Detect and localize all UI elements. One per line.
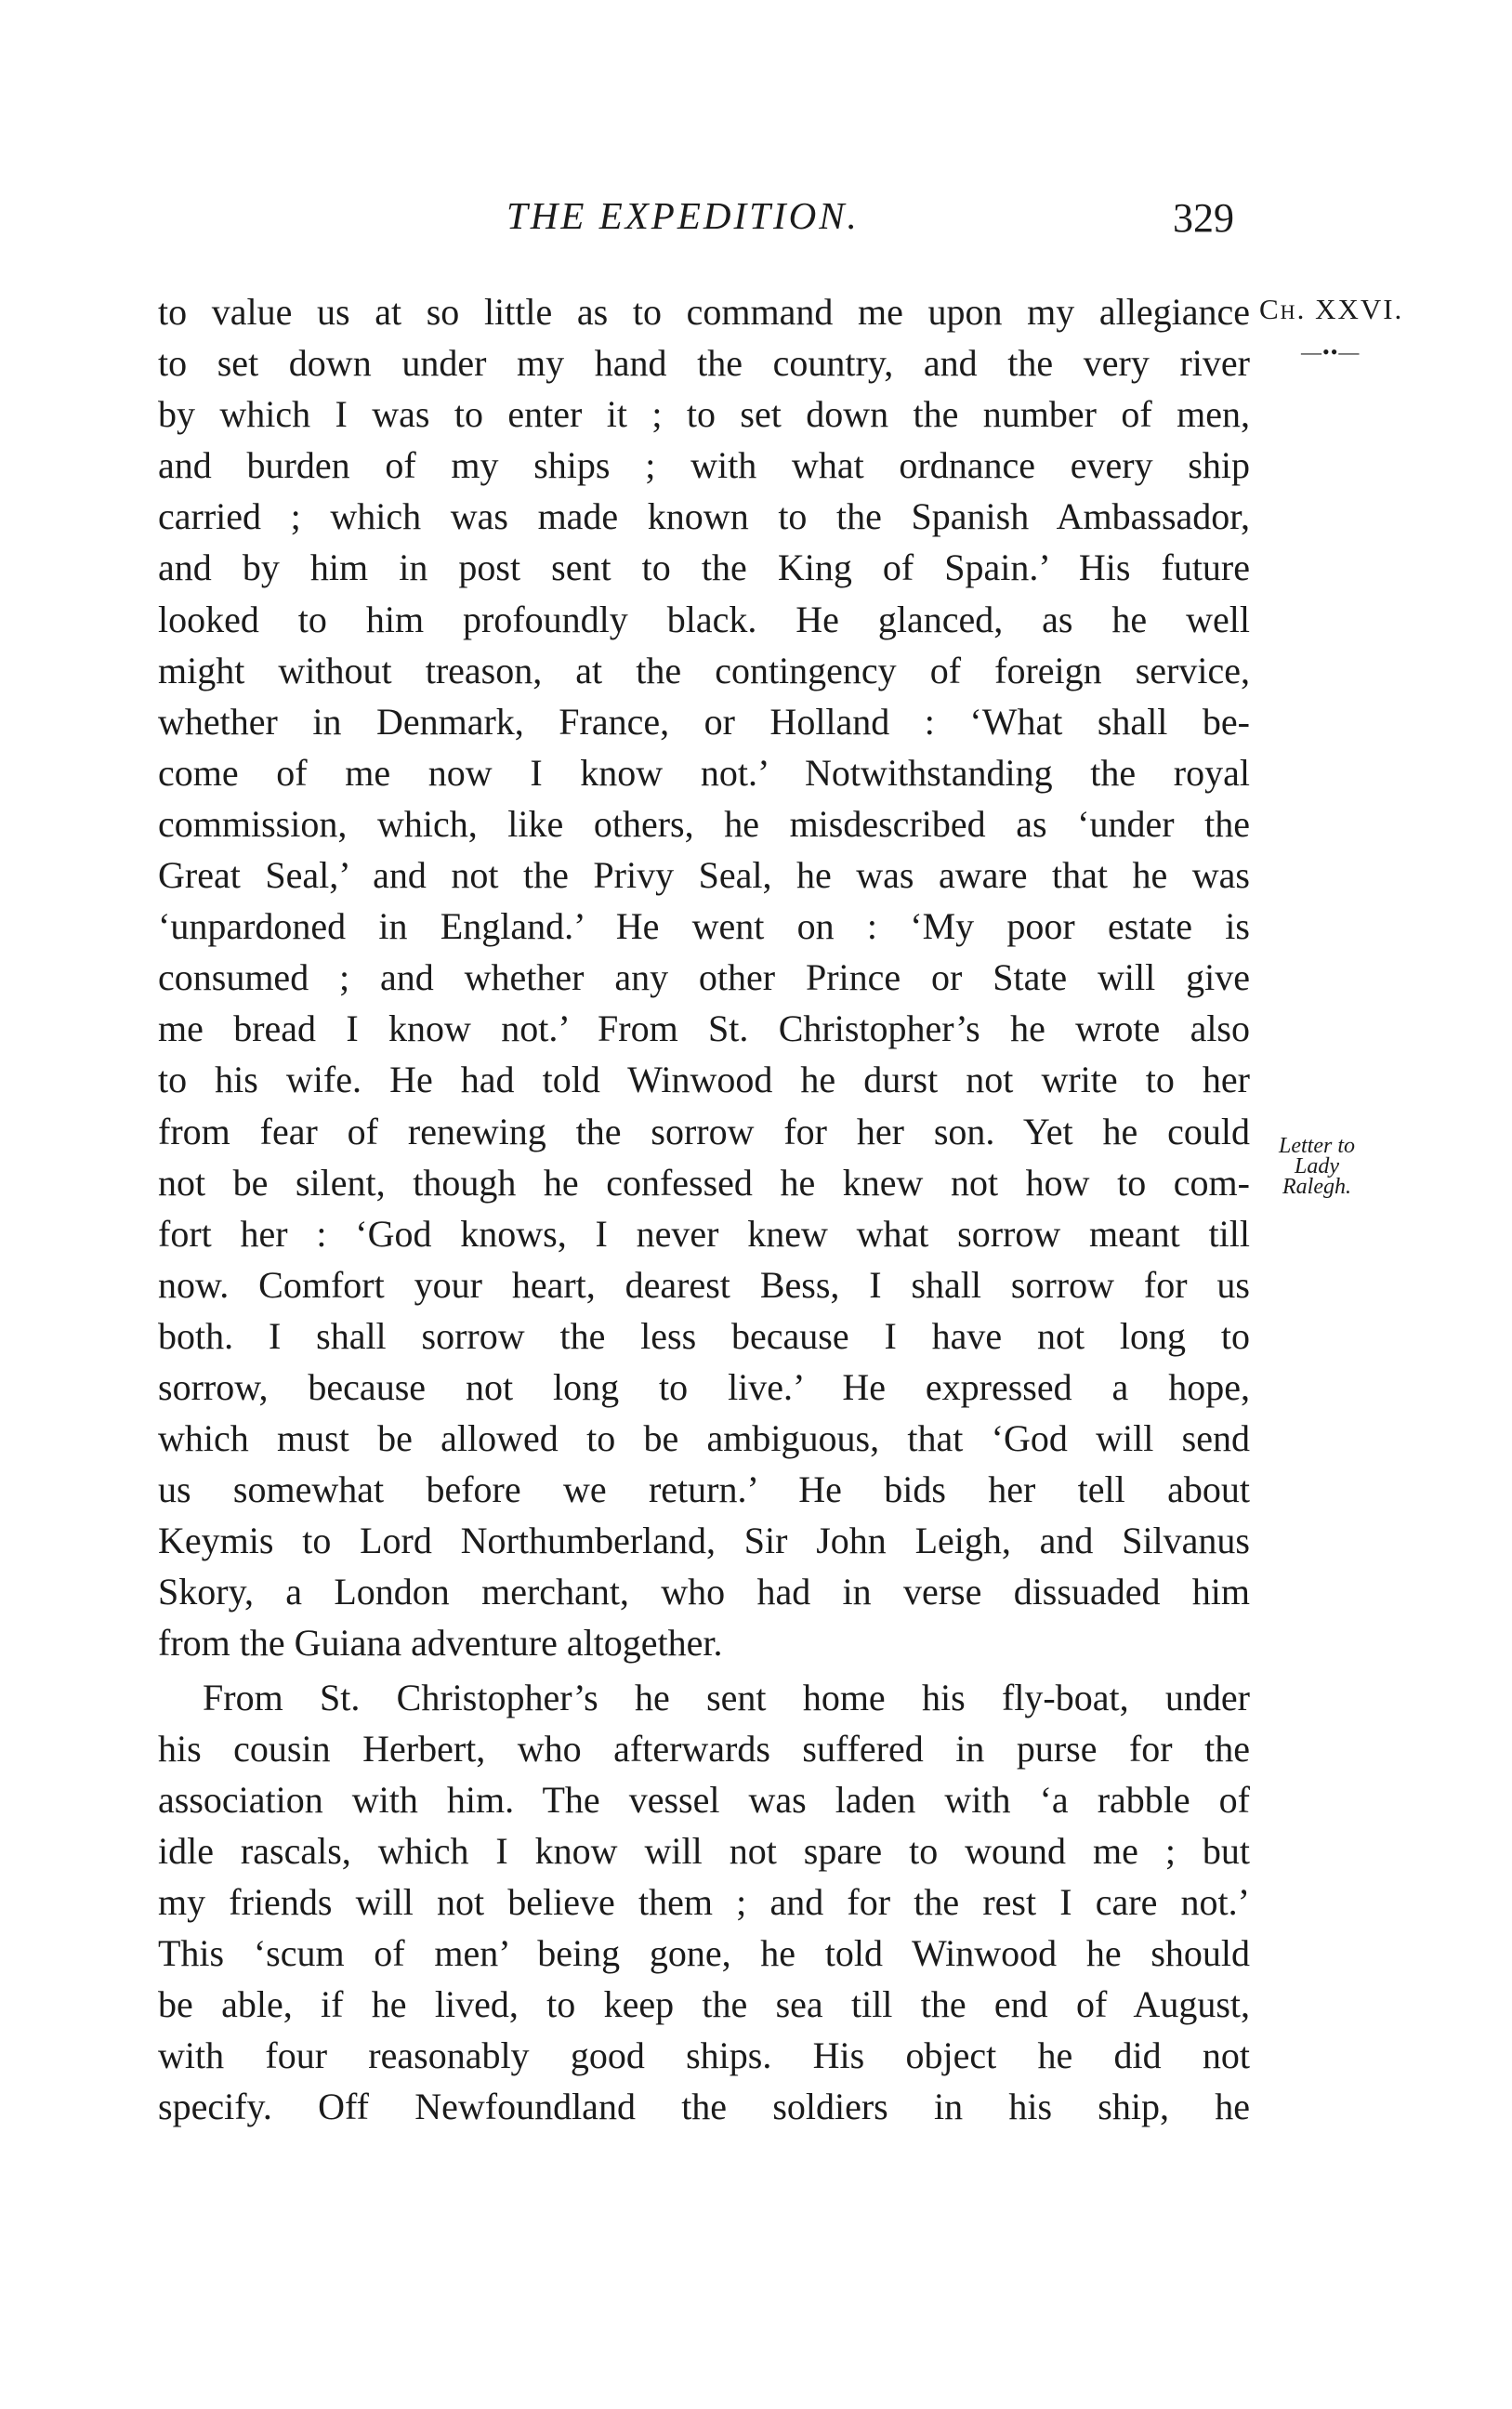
text-line: and by him in post sent to the King of Spain.’ His future <box>158 546 1250 589</box>
text-line: be able, if he lived, to keep the sea till the end of August, <box>158 1983 1250 2026</box>
text-line: Great Seal,’ and not the Privy Seal, he was aware that he was <box>158 854 1250 897</box>
margin-note-line: Lady <box>1295 1154 1339 1178</box>
text-line: association with him. The vessel was laden with ‘a rabble of <box>158 1778 1250 1821</box>
text-line: me bread I know not.’ From St. Christopher’s he wrote also <box>158 1007 1250 1050</box>
text-line: his cousin Herbert, who afterwards suffered in purse for the <box>158 1727 1250 1770</box>
text-line: with four reasonably good ships. His object he did not <box>158 2034 1250 2077</box>
margin-note <box>1256 1136 1377 1197</box>
text-line: not be silent, though he confessed he knew not how to com- <box>158 1161 1250 1204</box>
text-line: This ‘scum of men’ being gone, he told Winwood he should <box>158 1932 1250 1974</box>
text-line: now. Comfort your heart, dearest Bess, I shall sorrow for us <box>158 1263 1250 1306</box>
text-line: might without treason, at the contingency of foreign service, <box>158 649 1250 691</box>
text-line: both. I shall sorrow the less because I have not long to <box>158 1314 1250 1357</box>
text-line: sorrow, because not long to live.’ He expressed a hope, <box>158 1365 1250 1408</box>
margin-ornament: —••— <box>1301 340 1361 363</box>
text-line: my friends will not believe them ; and for the rest I care not.’ <box>158 1880 1250 1923</box>
text-line: ‘unpardoned in England.’ He went on : ‘My poor estate is <box>158 905 1250 948</box>
text-line: consumed ; and whether any other Prince or State will give <box>158 956 1250 999</box>
text-line: From St. Christopher’s he sent home his fly-boat, under <box>203 1676 1250 1718</box>
text-line: Skory, a London merchant, who had in verse dissuaded him <box>158 1571 1250 1613</box>
text-line: from fear of renewing the sorrow for her son. Yet he could <box>158 1110 1250 1152</box>
body-text <box>158 286 1250 2132</box>
text-line: and burden of my ships ; with what ordnance every ship <box>158 444 1250 487</box>
text-line: Keymis to Lord Northumberland, Sir John Leigh, and Silvanus <box>158 1520 1250 1562</box>
text-line: looked to him profoundly black. He glanced, as he well <box>158 598 1250 640</box>
text-line: from the Guiana adventure altogether. <box>158 1622 723 1665</box>
text-line: by which I was to enter it ; to set down the number of men, <box>158 393 1250 436</box>
text-line: idle rascals, which I know will not spare to wound me ; but <box>158 1829 1250 1872</box>
text-line: specify. Off Newfoundland the soldiers in his ship, he <box>158 2086 1250 2128</box>
running-title: THE EXPEDITION. <box>506 194 860 237</box>
text-line: to set down under my hand the country, and the very river <box>158 342 1250 385</box>
text-line: us somewhat before we return.’ He bids her tell about <box>158 1468 1250 1511</box>
page-number: 329 <box>1173 195 1234 241</box>
text-line: come of me now I know not.’ Notwithstanding the royal <box>158 751 1250 794</box>
text-line: which must be allowed to be ambiguous, that ‘God will send <box>158 1417 1250 1460</box>
margin-chapter-label: Ch. XXVI. <box>1259 293 1404 325</box>
text-line: to value us at so little as to command me upon my allegiance <box>158 291 1250 333</box>
text-line: commission, which, like others, he misdescribed as ‘under the <box>158 802 1250 845</box>
text-line: whether in Denmark, France, or Holland : ‘What shall be- <box>158 700 1250 743</box>
text-line: carried ; which was made known to the Spanish Ambassador, <box>158 495 1250 538</box>
margin-note-line: Letter to <box>1279 1134 1355 1158</box>
text-line: fort her : ‘God knows, I never knew what sorrow meant till <box>158 1212 1250 1255</box>
margin-note-line: Ralegh. <box>1282 1175 1351 1199</box>
text-line: to his wife. He had told Winwood he durst not write to her <box>158 1059 1250 1101</box>
